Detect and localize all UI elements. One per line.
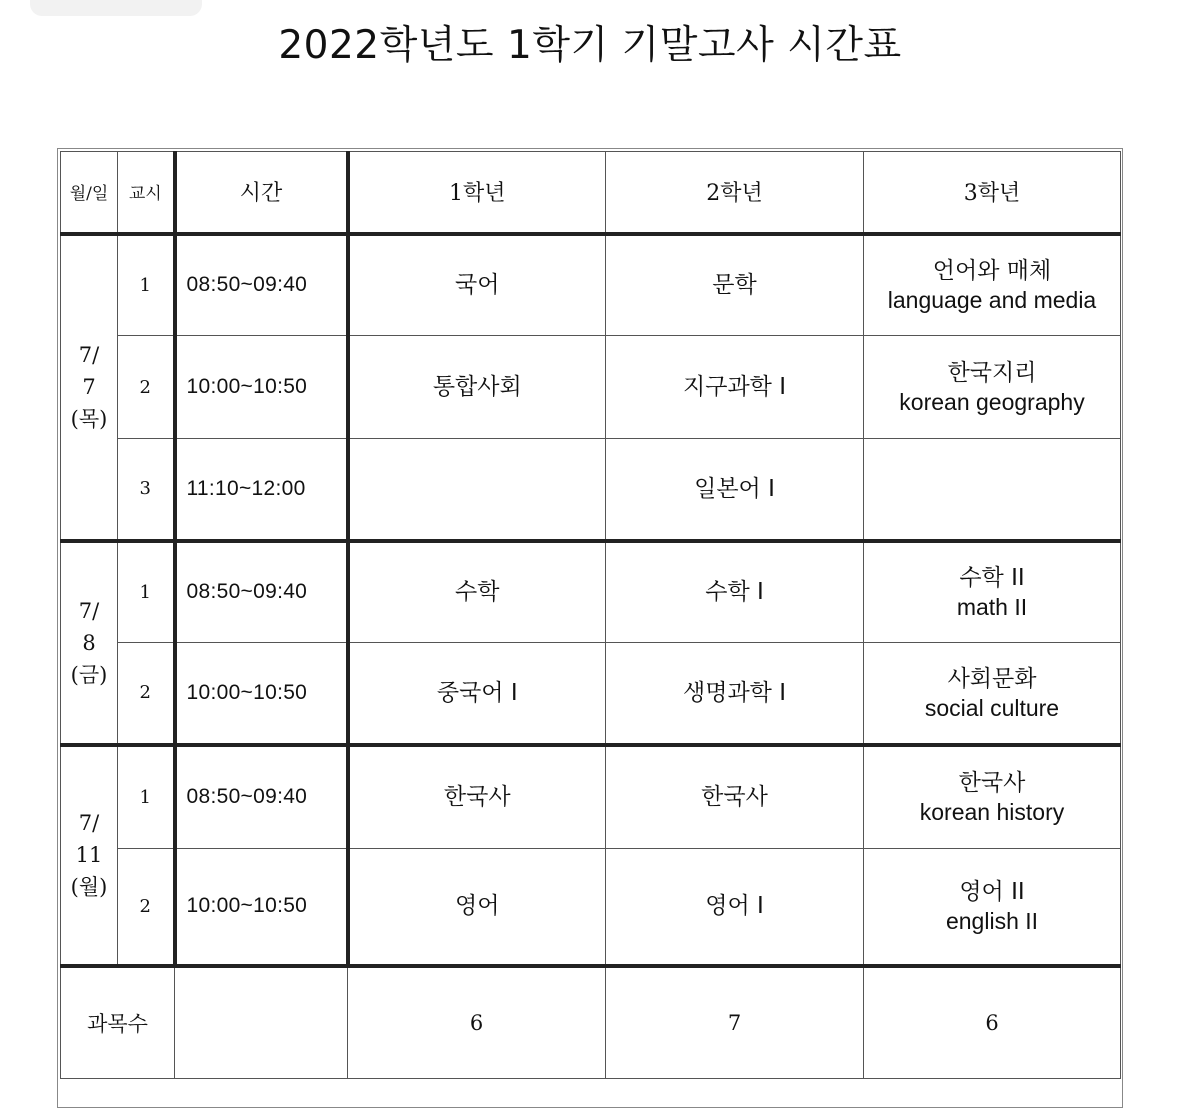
date-line: (목) bbox=[70, 407, 108, 431]
grade1-subject: 중국어 I bbox=[348, 643, 606, 745]
date-line: 7 bbox=[82, 375, 96, 399]
date-line: (금) bbox=[70, 662, 108, 687]
date-cell-day1 bbox=[61, 234, 118, 541]
grade1-subject bbox=[348, 439, 606, 541]
date-line: 11 bbox=[75, 843, 103, 867]
time-cell: 11:10~12:00 bbox=[175, 439, 348, 541]
period-cell: 3 bbox=[118, 439, 175, 541]
table-row bbox=[61, 336, 1121, 439]
header-date: 월/일 bbox=[61, 152, 118, 234]
header-grade3: 3학년 bbox=[864, 152, 1121, 234]
period-cell: 2 bbox=[118, 336, 175, 439]
grade3-subject: 한국지리 bbox=[947, 360, 1037, 386]
table-row bbox=[61, 849, 1121, 966]
grade3-subject-cell bbox=[864, 439, 1121, 541]
grade2-subject: 생명과학 I bbox=[606, 643, 864, 745]
grade1-subject: 영어 bbox=[348, 849, 606, 966]
time-cell: 08:50~09:40 bbox=[175, 234, 348, 336]
header-grade2: 2학년 bbox=[606, 152, 864, 234]
grade3-subject: 수학 II bbox=[959, 565, 1025, 592]
period-cell: 1 bbox=[118, 745, 175, 849]
header-row bbox=[61, 152, 1121, 234]
grade3-subject-cell bbox=[864, 745, 1121, 849]
period-cell: 1 bbox=[118, 541, 175, 643]
grade1-subject: 통합사회 bbox=[348, 336, 606, 439]
grade3-subject-english: korean geography bbox=[899, 389, 1085, 415]
header-time: 시간 bbox=[175, 152, 348, 234]
period-cell: 1 bbox=[118, 234, 175, 336]
time-cell: 10:00~10:50 bbox=[175, 336, 348, 439]
grade3-subject: 사회문화 bbox=[947, 665, 1037, 692]
grade3-subject: 언어와 매체 bbox=[932, 258, 1052, 285]
grade3-subject: 한국사 bbox=[958, 770, 1026, 797]
subject-count-time-empty bbox=[175, 966, 348, 1079]
grade2-subject: 수학 I bbox=[606, 541, 864, 643]
grade2-subject: 문학 bbox=[606, 234, 864, 336]
grade2-subject: 한국사 bbox=[606, 745, 864, 849]
grade2-subject: 영어 I bbox=[606, 849, 864, 966]
grade3-subject: 영어 II bbox=[959, 879, 1025, 906]
table-row bbox=[61, 541, 1121, 643]
date-line: (월) bbox=[70, 875, 108, 899]
time-cell: 08:50~09:40 bbox=[175, 541, 348, 643]
period-cell: 2 bbox=[118, 643, 175, 745]
date-cell-day2 bbox=[61, 541, 118, 745]
subject-count-grade2: 7 bbox=[606, 966, 864, 1079]
time-cell: 10:00~10:50 bbox=[175, 849, 348, 966]
grade1-subject: 한국사 bbox=[348, 745, 606, 849]
grade3-subject-english: korean history bbox=[919, 799, 1065, 826]
date-line: 8 bbox=[82, 630, 96, 655]
table-row bbox=[61, 643, 1121, 745]
subject-count-label: 과목수 bbox=[61, 966, 175, 1079]
header-grade1: 1학년 bbox=[348, 152, 606, 234]
date-line: 7/ bbox=[78, 343, 100, 367]
grade3-subject-cell bbox=[864, 234, 1121, 336]
table-row bbox=[61, 745, 1121, 849]
document-title: 2022학년도 1학기 기말고사 시간표 bbox=[278, 23, 902, 68]
header-period: 교시 bbox=[118, 152, 175, 234]
grade3-subject-cell bbox=[864, 541, 1121, 643]
grade3-subject-english: language and media bbox=[887, 287, 1097, 314]
grade1-subject: 수학 bbox=[348, 541, 606, 643]
table-row bbox=[61, 439, 1121, 541]
grade3-subject-cell bbox=[864, 643, 1121, 745]
grade2-subject: 일본어 I bbox=[606, 439, 864, 541]
subject-count-grade1: 6 bbox=[348, 966, 606, 1079]
date-cell-day3 bbox=[61, 745, 118, 966]
subject-count-grade3: 6 bbox=[864, 966, 1121, 1079]
table-row bbox=[61, 234, 1121, 336]
date-line: 7/ bbox=[78, 598, 100, 623]
grade1-subject: 국어 bbox=[348, 234, 606, 336]
date-line: 7/ bbox=[78, 811, 100, 835]
period-cell: 2 bbox=[118, 849, 175, 966]
grade3-subject-cell bbox=[864, 336, 1121, 439]
subject-count-row bbox=[61, 966, 1121, 1079]
time-cell: 08:50~09:40 bbox=[175, 745, 348, 849]
grade3-subject-cell bbox=[864, 849, 1121, 966]
grade3-subject-english: english II bbox=[945, 908, 1039, 935]
grade2-subject: 지구과학 I bbox=[606, 336, 864, 439]
grade3-subject-english: social culture bbox=[924, 694, 1060, 721]
grade3-subject-english: math II bbox=[956, 594, 1028, 621]
time-cell: 10:00~10:50 bbox=[175, 643, 348, 745]
exam-timetable bbox=[60, 151, 1121, 1079]
